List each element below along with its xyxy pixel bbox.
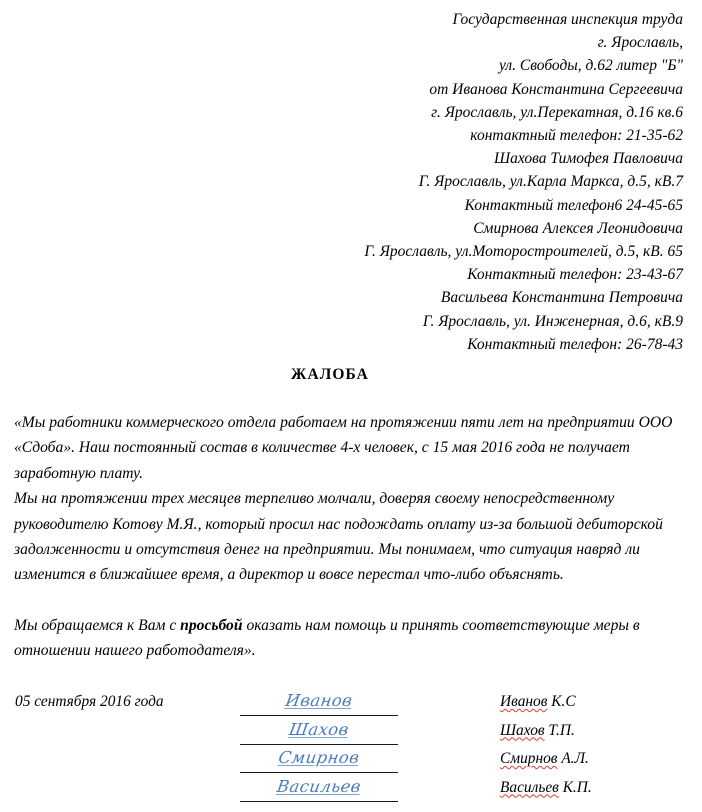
body-paragraph bbox=[14, 486, 686, 588]
addressee-line: Контактный телефон6 24-45-65 bbox=[464, 196, 683, 214]
signatory-surname: Васильев bbox=[500, 778, 559, 796]
signature-date: 05 сентября 2016 года bbox=[15, 693, 164, 710]
body-paragraph bbox=[14, 410, 686, 486]
addressee-line: от Иванова Константина Сергеевича bbox=[429, 80, 683, 98]
signatory-surname: Иванов bbox=[500, 693, 548, 710]
signatory-surname: Смирнов bbox=[500, 750, 558, 767]
handwritten-signature: Смирнов bbox=[277, 748, 361, 767]
signature-block bbox=[0, 693, 702, 807]
page-title: ЖАЛОБА bbox=[291, 366, 369, 383]
addressee-block bbox=[240, 8, 683, 356]
addressee-line: ул. Свободы, д.62 литер "Б" bbox=[498, 57, 683, 75]
addressee-line: Государственная инспекция труда bbox=[452, 11, 683, 28]
signature-row bbox=[0, 693, 702, 722]
addressee-line: Г. Ярославль, ул. Инженерная, д.6, кВ.9 bbox=[422, 312, 683, 330]
signatory-name bbox=[500, 750, 589, 768]
body-text-run: Мы на протяжении трех месяцев терпеливо молчали, доверяя своему непосредственному руководителю Котову М.Я., который просил нас подождать оплату из-за большой дебиторской задолженности и отсутствия денег на предприятии. Мы понимаем, что ситуация навряд ли изменится в ближайшее время, а директор и вовсе перестал что-либо объяснять. bbox=[14, 490, 663, 584]
handwritten-signature: Васильев bbox=[275, 776, 363, 796]
signature-row bbox=[0, 750, 702, 779]
signature-line[interactable] bbox=[240, 776, 398, 802]
signatory-initials: Т.П. bbox=[544, 721, 575, 739]
handwritten-signature: Иванов bbox=[284, 691, 354, 710]
addressee-line: Контактный телефон: 23-43-67 bbox=[467, 266, 683, 284]
signature-line[interactable] bbox=[240, 693, 398, 716]
addressee-line: Васильева Константина Петровича bbox=[440, 289, 683, 307]
addressee-line: Шахова Тимофея Павловича bbox=[493, 150, 683, 168]
addressee-line: Смирнова Алексея Леонидовича bbox=[473, 219, 683, 237]
addressee-line: г. Ярославль, ул.Перекатная, д.16 кв.6 bbox=[431, 103, 683, 121]
signature-row bbox=[0, 719, 702, 751]
signature-line[interactable] bbox=[240, 719, 398, 745]
body-text-run: оказать нам помощь и принять соответствующие меры в отношении нашего работодателя». bbox=[14, 616, 640, 660]
handwritten-signature: Шахов bbox=[287, 719, 351, 739]
signatory-name bbox=[500, 779, 592, 797]
signatory-name bbox=[500, 693, 576, 711]
body-text-run: Мы обращаемся к Вам с bbox=[14, 616, 181, 634]
addressee-line: Г. Ярославль, ул.Карла Маркса, д.5, кВ.7 bbox=[418, 173, 683, 191]
body-paragraph bbox=[14, 613, 686, 664]
signatory-initials: К.С bbox=[547, 693, 576, 710]
addressee-line: контактный телефон: 21-35-62 bbox=[470, 127, 683, 145]
addressee-line: г. Ярославль, bbox=[597, 34, 683, 52]
signature-line[interactable] bbox=[240, 750, 398, 773]
signatory-surname: Шахов bbox=[500, 721, 545, 739]
signatory-initials: А.Л. bbox=[557, 750, 589, 767]
addressee-line: Г. Ярославль, ул.Моторостроителей, д.5, кВ. 65 bbox=[364, 243, 683, 261]
signatory-name bbox=[500, 722, 575, 740]
signature-row bbox=[0, 776, 702, 808]
signatory-initials: К.П. bbox=[558, 778, 592, 796]
complaint-body bbox=[14, 410, 686, 664]
body-text-run: «Мы работники коммерческого отдела работаем на протяжении пяти лет на предприятии ООО «Сдоба». Наш постоянный состав в количестве 4-х человек, с 15 мая 2016 года не получает заработную плату. bbox=[14, 414, 673, 482]
addressee-line: Контактный телефон: 26-78-43 bbox=[467, 335, 683, 353]
emphasis-text: просьбой bbox=[180, 616, 243, 634]
